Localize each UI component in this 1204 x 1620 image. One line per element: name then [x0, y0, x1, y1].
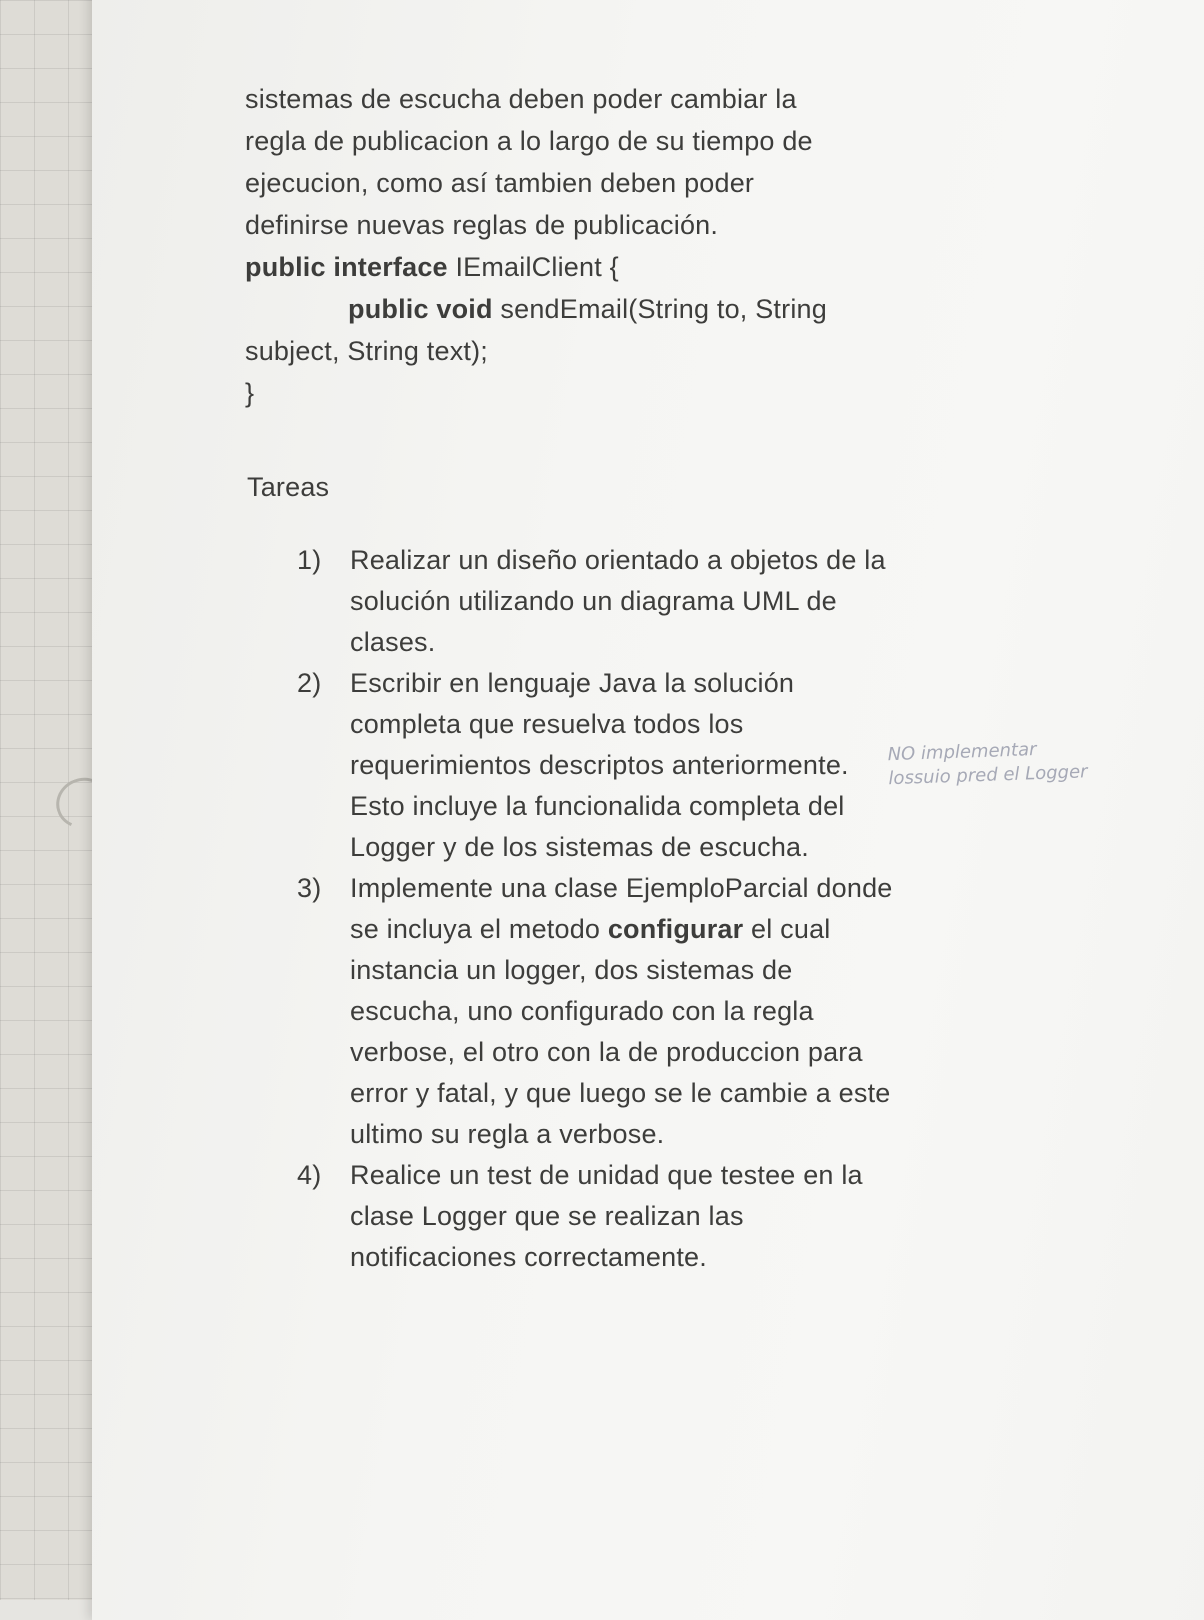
code-keyword: public interface	[245, 252, 448, 282]
task-number: 4)	[297, 1160, 322, 1190]
task-number: 2)	[297, 668, 322, 698]
task-text: Escribir en lenguaje Java la solución completa que resuelva todos los requerimientos descriptos anteriormente. Esto incluye la funcionalida completa del Logger y de los sistemas de escucha.	[350, 668, 849, 862]
document-body	[245, 78, 905, 1278]
task-text: el cual instancia un logger, dos sistemas de escucha, uno configurado con la regla verbose, el otro con la de produccion para error y fatal, y que luego se le cambie a este ultimo su regla a verbose.	[350, 914, 891, 1149]
task-text: Realice un test de unidad que testee en la clase Logger que se realizan las notificaciones correctamente.	[350, 1160, 863, 1272]
intro-line: sistemas de escucha deben poder cambiar la	[245, 84, 797, 114]
task-number: 3)	[297, 873, 322, 903]
margin-note-line: NO implementar	[887, 739, 1037, 766]
section-title: Tareas	[247, 472, 330, 502]
code-closing-brace: }	[245, 378, 255, 408]
task-text: Realizar un diseño orientado a objetos de la solución utilizando un diagrama UML de clases.	[350, 545, 886, 657]
intro-line: definirse nuevas reglas de publicación.	[245, 210, 719, 240]
margin-note-line: lossuio pred el Logger	[888, 761, 1088, 790]
intro-line: ejecucion, como así tambien deben poder	[245, 168, 755, 198]
code-text: IEmailClient {	[447, 252, 619, 282]
code-line-2	[245, 288, 905, 330]
task-item	[245, 868, 905, 1155]
task-number: 1)	[297, 545, 322, 575]
code-line-1	[245, 246, 905, 288]
task-item	[245, 663, 905, 868]
code-text: sendEmail(String to, String	[492, 294, 827, 324]
task-text: Implemente una clase EjemploParcial donde se incluya el metodo	[350, 873, 893, 944]
code-keyword: public void	[348, 294, 493, 324]
task-item	[245, 540, 905, 663]
code-line-3: subject, String text);	[245, 336, 488, 366]
task-item	[245, 1155, 905, 1278]
task-text-bold: configurar	[607, 914, 744, 944]
task-list	[245, 540, 905, 1278]
intro-line: regla de publicacion a lo largo de su tiempo de	[245, 126, 813, 156]
